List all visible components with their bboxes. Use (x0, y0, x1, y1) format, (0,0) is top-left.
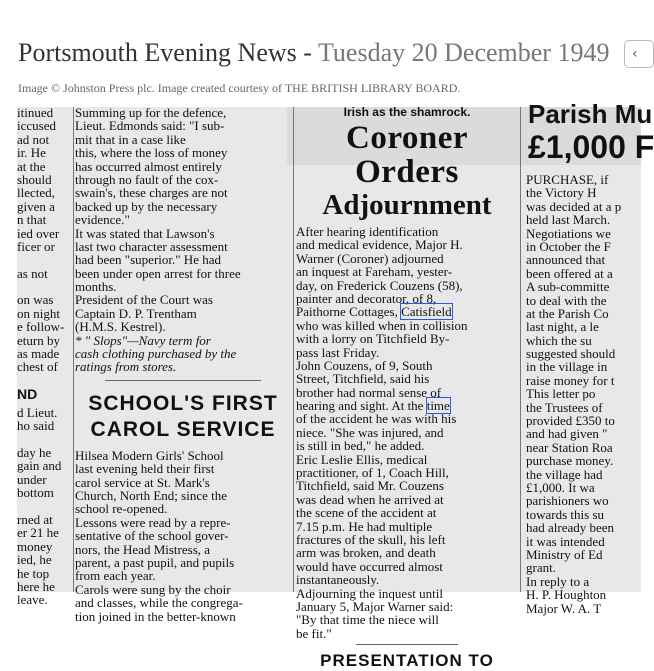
article-line: and medical evidence, Major H. (296, 237, 463, 253)
column-rule (293, 107, 294, 592)
article-line: the scene of the accident at (296, 505, 437, 521)
column-2-text-b (75, 449, 291, 623)
article-line: had already been (526, 520, 615, 536)
school-headline-line-2: CAROL SERVICE (90, 417, 276, 441)
column-1-text-b (17, 406, 71, 607)
article-line: in October the F (526, 238, 611, 254)
article-line: raise money for t (526, 372, 615, 388)
article-line: Carols were sung by the choir (75, 581, 231, 597)
article-line: to deal with the (526, 292, 607, 308)
article-line: here he (17, 578, 55, 594)
article-line: bottom (17, 485, 54, 501)
article-line: chest of (17, 359, 58, 375)
article-line: sentative of the school gover- (75, 528, 229, 544)
article-line: he top (17, 565, 50, 581)
article-line: an inquest at Fareham, yester- (296, 264, 453, 280)
article-line: ficer or (17, 238, 55, 254)
article-line: Negotiations we (526, 225, 611, 241)
column-3-text-a (296, 225, 518, 305)
school-headline-line-1: SCHOOL'S FIRST (88, 391, 278, 415)
search-highlight-catisfield[interactable]: Catisfield (401, 304, 452, 320)
coroner-headline-1: Coroner Orders (345, 120, 469, 190)
article-line: Major W. A. T (526, 600, 602, 616)
column-rule (520, 107, 521, 592)
article-line: day he (17, 444, 52, 460)
article-line: leave. (17, 592, 48, 608)
article-line: eturn by (17, 332, 60, 348)
column-2-text-a (75, 106, 291, 334)
article-line: given a (17, 198, 55, 214)
article-line: suggested should (526, 346, 616, 362)
article-line: instantaneously. (296, 572, 380, 588)
article-line: held last March. (526, 212, 611, 228)
column-4-text (526, 173, 641, 615)
article-line: PURCHASE, if (526, 172, 609, 187)
article-line: been under open arrest for three (75, 265, 241, 281)
column-2 (75, 105, 291, 624)
article-line: d Lieut. (17, 404, 58, 420)
article-line: it was intended (526, 533, 605, 549)
article-line: practitioner, of 1, Coach Hill, (296, 465, 449, 481)
article-line: from each year. (75, 568, 156, 584)
article-line: purchase money. (526, 453, 614, 469)
article-line: John Couzens, of 9, South (296, 357, 433, 373)
article-line: Ministry of Ed (526, 546, 603, 562)
article-line: gain and (17, 458, 62, 474)
article-line: A sub-committe (526, 279, 610, 295)
article-line: "By that time the niece will (296, 612, 439, 628)
article-line: President of the Court was (75, 292, 213, 308)
column-3 (296, 105, 518, 671)
article-line: mit that in a case like (75, 131, 186, 147)
article-line: months. (75, 279, 117, 295)
article-line: evidence." (75, 212, 130, 228)
column-1-text-a (17, 106, 71, 374)
parish-headline-2: £1,000 F (528, 129, 654, 165)
column-1 (17, 105, 71, 608)
article-line: ad not (17, 131, 50, 147)
article-line: day, on Frederick Couzens (58), (296, 277, 463, 293)
article-line: Church, North End; since the (75, 487, 227, 503)
article-line: provided £350 to (526, 413, 615, 429)
article-line: painter and decorator, of 8, (296, 290, 437, 306)
line-text: hearing and sight. At the (296, 398, 424, 414)
article-line: tion joined in the better-known (75, 608, 236, 624)
article-line: After hearing identification (296, 224, 439, 239)
column-3-text-b (296, 319, 518, 399)
article-line: swain's, these charges are not (75, 185, 228, 201)
publication-date: Tuesday 20 December 1949 (317, 38, 610, 67)
article-line: has occurred almost entirely (75, 158, 222, 174)
line-text: Paithorne Cottages, (296, 304, 398, 320)
article-line: Titchfield, said Mr. Couzens (296, 478, 444, 494)
presentation-headline: PRESENTATION TO (320, 651, 494, 671)
column-3-text-c (296, 412, 518, 640)
article-line: n that (17, 212, 47, 228)
article-line: Hilsea Modern Girls' School (75, 447, 224, 463)
article-line: been offered at a (526, 265, 613, 281)
column-4 (522, 99, 654, 616)
article-line: Eric Leslie Ellis, medical (296, 451, 428, 467)
article-line: It was stated that Lawson's (75, 225, 215, 241)
article-line: the Trustees of (526, 399, 603, 415)
article-rule (356, 644, 458, 645)
article-line: fractures of the skull, his left (296, 531, 446, 547)
article-line: grant. (526, 560, 556, 576)
article-line: parent, a past pupil, and pupils (75, 554, 235, 570)
article-line: Adjourning the inquest until (296, 585, 443, 601)
newspaper-page (17, 99, 654, 671)
article-line: last two character assessment (75, 238, 228, 254)
article-line: ho said (17, 418, 55, 434)
article-line: as not (17, 265, 48, 281)
article-line: (H.M.S. Kestrel). (75, 319, 166, 335)
article-line: the Victory H (526, 185, 597, 201)
publication-name: Portsmouth Evening News (18, 38, 297, 67)
parish-headline-1: Parish Mu (528, 99, 653, 129)
article-line: ied, he (17, 552, 52, 568)
article-line: * " Slops"—Navy term for (75, 332, 211, 348)
image-credit: Image © Johnston Press plc. Image created courtesy of THE BRITISH LIBRARY BOARD. (18, 81, 461, 95)
coroner-headline-2: Adjournment (322, 189, 492, 221)
column-rule (73, 107, 74, 592)
article-line: iccused (17, 118, 56, 134)
article-line: who was killed when in collision (296, 317, 468, 333)
article-line: nors, the Head Mistress, a (75, 541, 211, 557)
article-line: cash clothing purchased by the (75, 346, 237, 362)
article-line: this, where the loss of money (75, 145, 228, 161)
article-line: the village had (526, 466, 603, 482)
article-line: school re-opened. (75, 501, 168, 517)
article-line: ratings from stores. (75, 359, 177, 375)
article-line: would have occurred almost (296, 558, 443, 574)
chevron-left-icon[interactable]: ‹ (624, 40, 654, 68)
article-line: H. P. Houghton (526, 587, 607, 603)
article-line: parishioners wo (526, 493, 609, 509)
article-line: backed up by the necessary (75, 198, 218, 214)
article-line: which the su (526, 332, 592, 348)
article-line: last evening held their first (75, 461, 215, 477)
article-line: ir. He (17, 145, 46, 161)
article-line: itinued (17, 105, 54, 120)
article-line: This letter po (526, 386, 596, 402)
article-line: llected, (17, 185, 55, 201)
article-line: 7.15 p.m. He had multiple (296, 518, 433, 534)
article-line: £1,000. It wa (526, 479, 595, 495)
article-line: through no fault of the cox- (75, 171, 219, 187)
article-line: pass last Friday. (296, 344, 380, 360)
article-line: In reply to a (526, 573, 590, 589)
headline-rule (105, 380, 261, 381)
school-headline (75, 391, 291, 443)
article-line: be fit." (296, 625, 332, 641)
article-line: of the accident he was with his (296, 411, 457, 427)
article-line: at the Parish Co (526, 305, 609, 321)
article-line: ied over (17, 225, 60, 241)
article-line: Street, Titchfield, said his (296, 371, 430, 387)
article-line (17, 500, 71, 513)
article-line: Lessons were read by a repre- (75, 514, 231, 530)
article-line: with a lorry on Titchfield By- (296, 331, 450, 347)
article-line: Summing up for the defence, (75, 105, 227, 120)
article-line (17, 280, 71, 293)
article-line: was dead when he arrived at (296, 491, 444, 507)
article-line: niece. "She was injured, and (296, 424, 444, 440)
article-line: arm was broken, and death (296, 545, 436, 561)
article-line (17, 253, 71, 266)
search-highlight-time[interactable]: time (426, 398, 450, 414)
article-line: and had given " (526, 426, 608, 442)
article-line: e follow- (17, 319, 65, 335)
article-line: is still in bed," he added. (296, 438, 425, 454)
article-line: rned at (17, 511, 53, 527)
page-title (18, 38, 609, 68)
article-line: brother had normal sense of (296, 384, 442, 400)
article-line: Captain D. P. Trentham (75, 305, 197, 321)
article-line: on night (17, 305, 60, 321)
column-1-heading: ND (17, 385, 38, 402)
article-line-time (296, 399, 518, 412)
article-line: carol service at St. Mark's (75, 474, 210, 490)
article-line: as made (17, 346, 60, 362)
article-line: on was (17, 292, 54, 308)
article-line: er 21 he (17, 525, 59, 541)
article-line: announced that (526, 252, 606, 268)
article-line: near Station Roa (526, 439, 613, 455)
article-line: in the village in (526, 359, 608, 375)
article-line (17, 433, 71, 446)
article-line: money (17, 538, 53, 554)
article-line: at the (17, 158, 46, 174)
article-line: was decided at a p (526, 198, 622, 214)
article-line: under (17, 471, 47, 487)
article-line: towards this su (526, 506, 604, 522)
article-line: should (17, 171, 52, 187)
article-line: Lieut. Edmonds said: "I sub- (75, 118, 225, 134)
article-line-catisfield (296, 305, 518, 318)
article-line: last night, a le (526, 319, 599, 335)
column-3-kicker: Irish as the shamrock. (343, 105, 471, 119)
column-2-footnote (75, 334, 291, 374)
article-line: January 5, Major Warner said: (296, 598, 454, 614)
title-separator: - (296, 38, 318, 67)
article-line: and classes, while the congrega- (75, 595, 243, 611)
article-line: had been "superior." He had (75, 252, 221, 268)
article-line: Warner (Coroner) adjourned (296, 250, 444, 266)
